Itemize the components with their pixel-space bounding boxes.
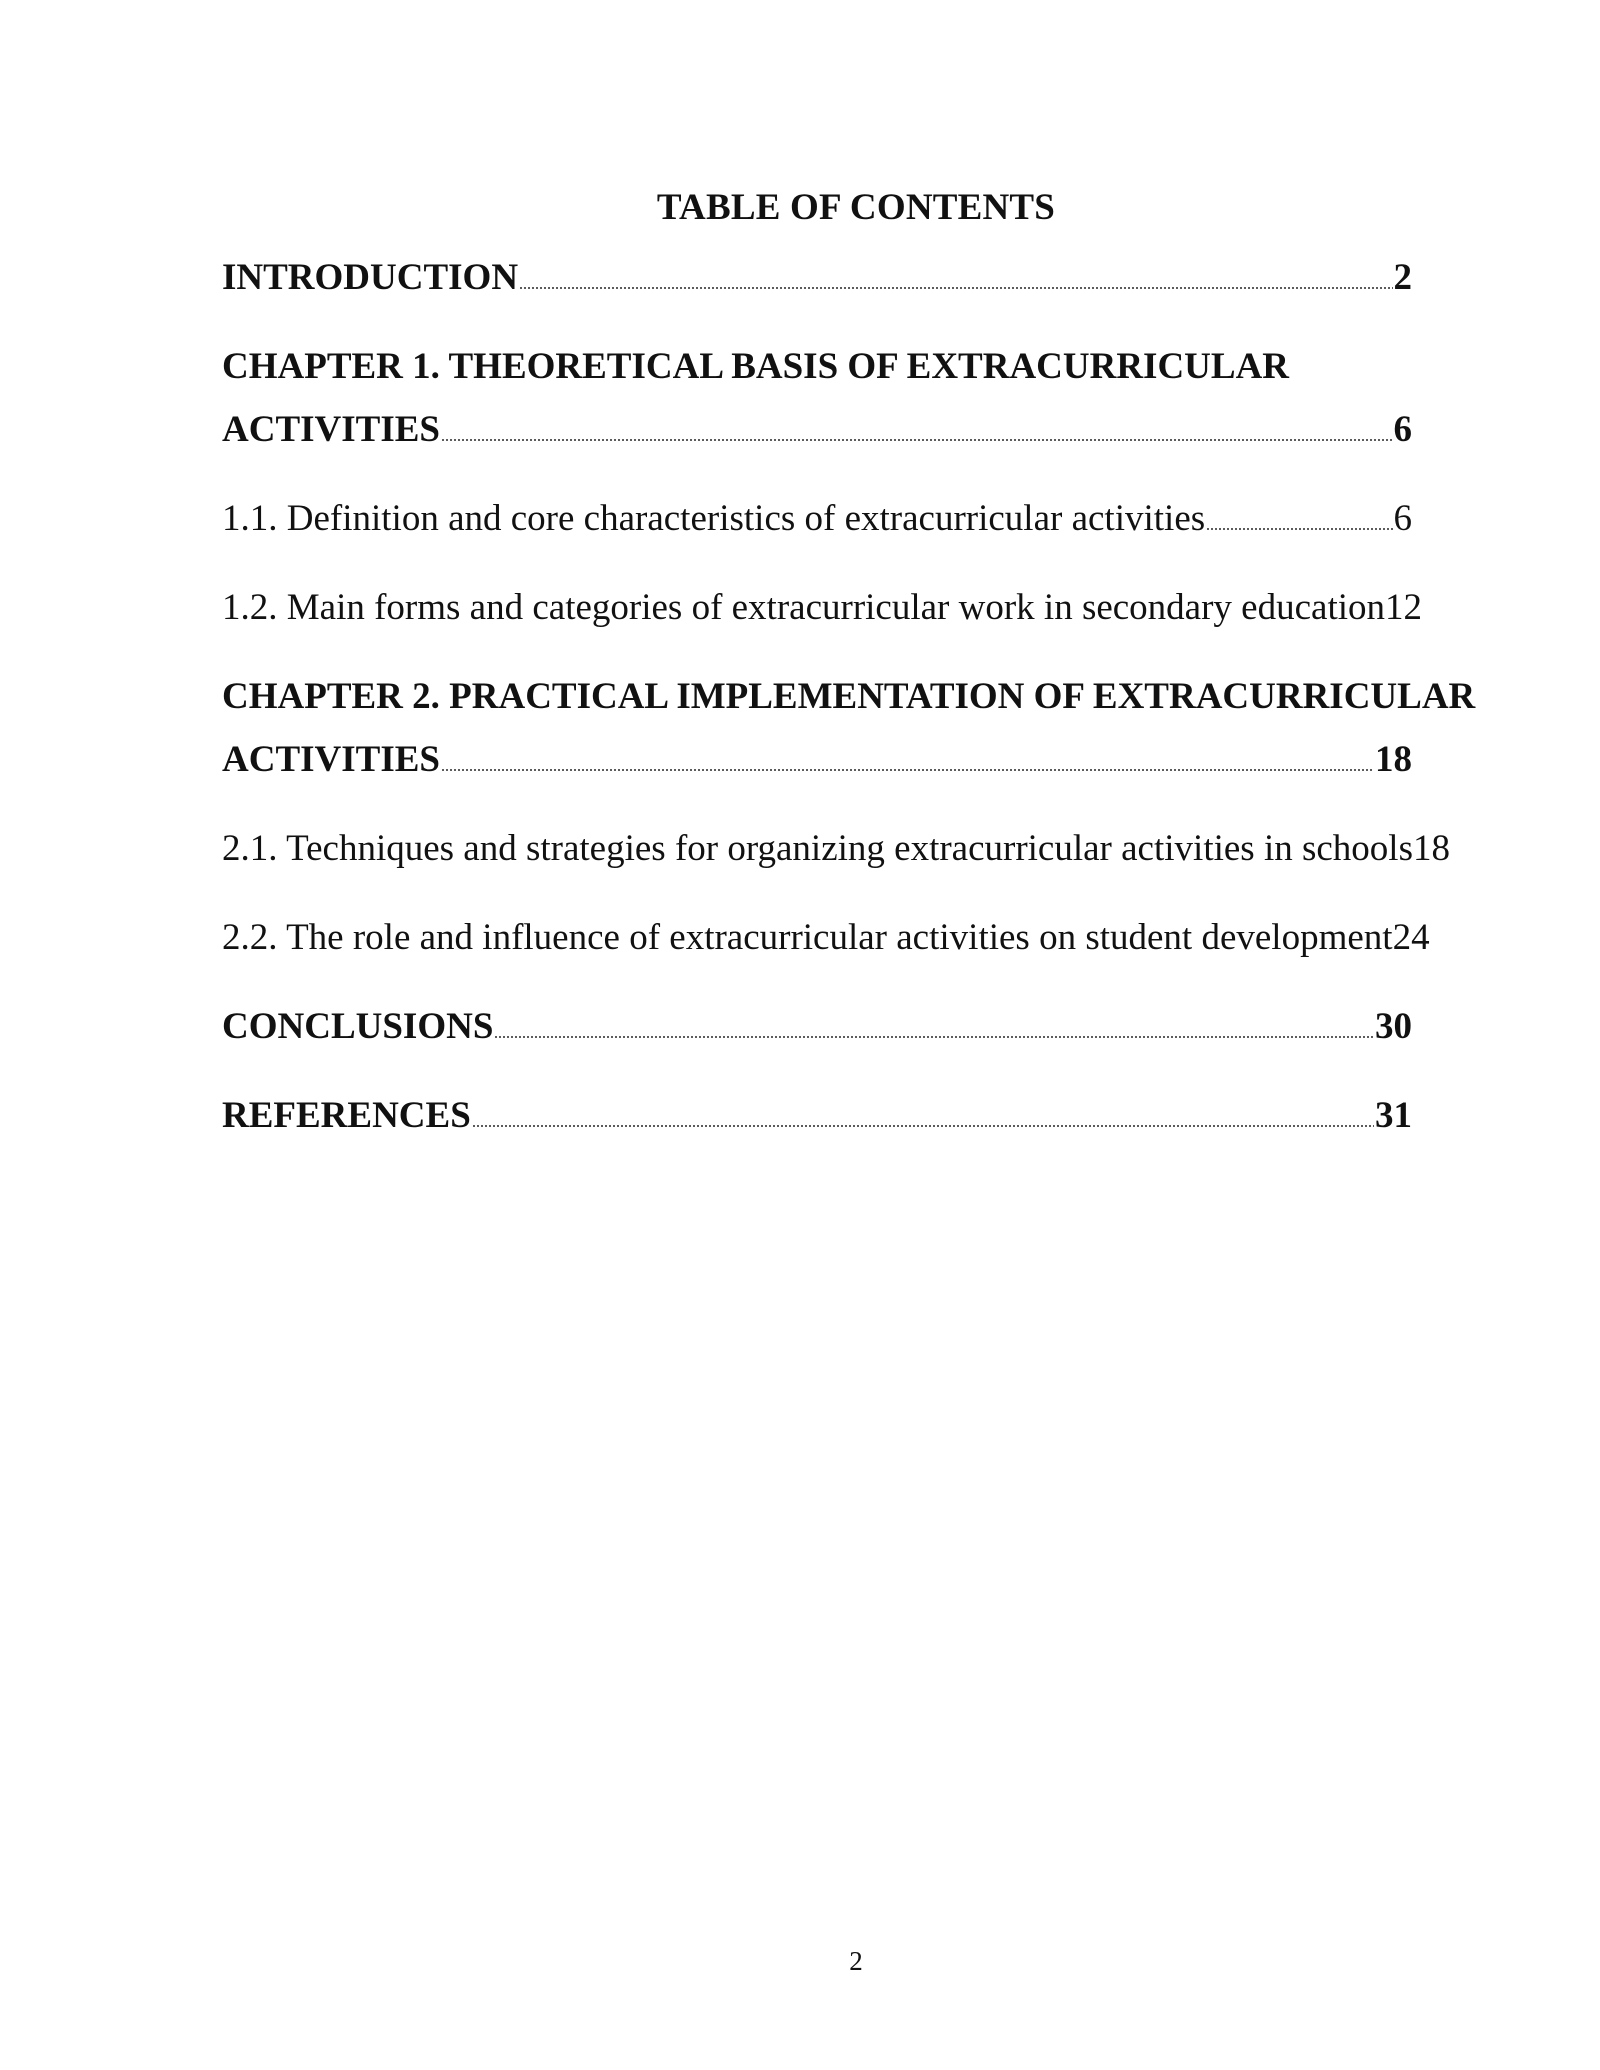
- toc-entry-label: ACTIVITIES: [222, 739, 440, 780]
- toc-entry-page: 18: [1375, 739, 1412, 780]
- toc-entry-conclusions[interactable]: [222, 1005, 1412, 1049]
- toc-entry-page: 24: [1392, 917, 1430, 958]
- toc-entry-2-1[interactable]: [222, 827, 1462, 871]
- toc-entry-label: REFERENCES: [222, 1095, 471, 1136]
- dot-leader: [441, 767, 1374, 772]
- toc-entry-label: 1.1. Definition and core characteristics of extracurricular activities: [222, 498, 1206, 539]
- toc-entry-label: 1.2. Main forms and categories of extracurricular work in secondary education: [222, 587, 1386, 628]
- dot-leader: [472, 1123, 1374, 1128]
- toc-entry-label: ACTIVITIES: [222, 409, 440, 450]
- toc-entry-chapter-2-heading[interactable]: [222, 675, 1476, 719]
- toc-entry-chapter-1[interactable]: [222, 408, 1412, 452]
- dot-leader: [1206, 526, 1392, 531]
- toc-entry-label: CHAPTER 2. PRACTICAL IMPLEMENTATION OF EXTRACURRICULAR: [222, 676, 1476, 717]
- toc-entry-page: 18: [1412, 828, 1450, 869]
- toc-entry-label: INTRODUCTION: [222, 257, 519, 298]
- toc-entry-label: CHAPTER 1. THEORETICAL BASIS OF EXTRACURRICULAR: [222, 346, 1290, 387]
- dot-leader: [441, 437, 1393, 442]
- toc-title: TABLE OF CONTENTS: [656, 187, 1056, 228]
- toc-entry-chapter-2[interactable]: [222, 738, 1412, 782]
- page-number: 2: [849, 1946, 863, 1976]
- toc-entry-introduction[interactable]: [222, 256, 1412, 300]
- toc-entry-page: 2: [1393, 257, 1412, 298]
- toc-entry-label: 2.2. The role and influence of extracurricular activities on student development: [222, 917, 1393, 958]
- toc-entry-page: 30: [1375, 1006, 1412, 1047]
- dot-leader: [519, 285, 1392, 290]
- toc-entry-page: 31: [1375, 1095, 1412, 1136]
- toc-entry-2-2[interactable]: [222, 916, 1430, 960]
- toc-entry-1-2[interactable]: [222, 586, 1423, 630]
- toc-entry-label: 2.1. Techniques and strategies for organizing extracurricular activities in schools: [222, 828, 1413, 869]
- toc-entry-page: 6: [1393, 409, 1412, 450]
- toc-entry-page: 12: [1385, 587, 1423, 628]
- toc-entry-page: 6: [1393, 498, 1412, 539]
- toc-entry-1-1[interactable]: [222, 497, 1412, 541]
- toc-entry-chapter-1-heading[interactable]: [222, 345, 1412, 389]
- toc-entry-references[interactable]: [222, 1094, 1412, 1138]
- dot-leader: [494, 1034, 1374, 1039]
- toc-entry-label: CONCLUSIONS: [222, 1006, 494, 1047]
